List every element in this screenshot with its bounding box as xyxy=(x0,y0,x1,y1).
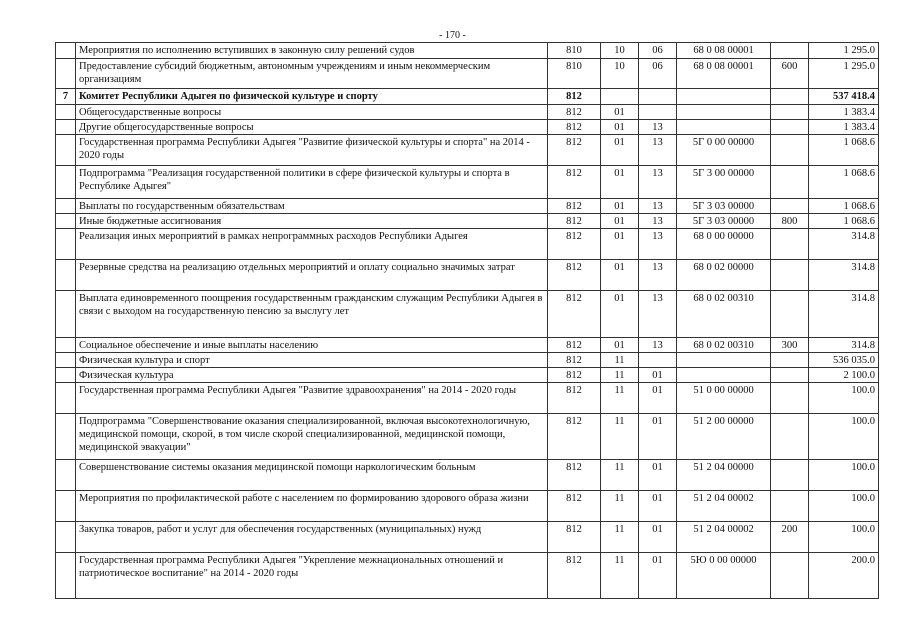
item-name-cell: Реализация иных мероприятий в рамках непрограммных расходов Республики Адыгея xyxy=(76,229,548,260)
pr-code-cell: 13 xyxy=(639,229,677,260)
pr-code-cell xyxy=(639,353,677,368)
vr-code-cell xyxy=(771,43,809,59)
row-number-cell xyxy=(56,199,76,214)
amount-cell: 200.0 xyxy=(809,553,879,599)
pr-code-cell: 01 xyxy=(639,491,677,522)
item-name-cell: Совершенствование системы оказания медицинской помощи наркологическим больным xyxy=(76,460,548,491)
row-number-cell xyxy=(56,368,76,383)
gr-code-cell: 812 xyxy=(548,522,601,553)
vr-code-cell xyxy=(771,460,809,491)
item-name-cell: Закупка товаров, работ и услуг для обеспечения государственных (муниципальных) нужд xyxy=(76,522,548,553)
item-name-cell: Мероприятия по профилактической работе с населением по формированию здорового образа жизни xyxy=(76,491,548,522)
csr-code-cell: 5Г 3 03 00000 xyxy=(677,214,771,229)
row-number-cell xyxy=(56,522,76,553)
gr-code-cell: 812 xyxy=(548,135,601,166)
row-number-cell xyxy=(56,135,76,166)
csr-code-cell xyxy=(677,105,771,120)
rz-code-cell: 01 xyxy=(601,135,639,166)
vr-code-cell xyxy=(771,105,809,120)
row-number-cell xyxy=(56,383,76,414)
pr-code-cell: 13 xyxy=(639,199,677,214)
row-number-cell xyxy=(56,338,76,353)
pr-code-cell: 13 xyxy=(639,260,677,291)
rz-code-cell: 11 xyxy=(601,414,639,460)
item-name-cell: Государственная программа Республики Адыгея "Развитие физической культуры и спорта" на 2014 - 2020 годы xyxy=(76,135,548,166)
row-number-cell: 7 xyxy=(56,89,76,105)
table-row xyxy=(56,59,879,89)
item-name-cell: Комитет Республики Адыгея по физической культуре и спорту xyxy=(76,89,548,105)
item-name-cell: Государственная программа Республики Адыгея "Укрепление межнациональных отношений и патриотическое воспитание" на 2014 - 2020 годы xyxy=(76,553,548,599)
table-row xyxy=(56,553,879,599)
item-name-cell: Выплаты по государственным обязательствам xyxy=(76,199,548,214)
vr-code-cell xyxy=(771,291,809,338)
row-number-cell xyxy=(56,491,76,522)
gr-code-cell: 812 xyxy=(548,229,601,260)
csr-code-cell: 51 0 00 00000 xyxy=(677,383,771,414)
gr-code-cell: 812 xyxy=(548,105,601,120)
amount-cell: 2 100.0 xyxy=(809,368,879,383)
vr-code-cell: 200 xyxy=(771,522,809,553)
amount-cell: 1 068.6 xyxy=(809,214,879,229)
csr-code-cell: 51 2 00 00000 xyxy=(677,414,771,460)
rz-code-cell: 10 xyxy=(601,59,639,89)
rz-code-cell: 10 xyxy=(601,43,639,59)
vr-code-cell xyxy=(771,199,809,214)
vr-code-cell xyxy=(771,414,809,460)
budget-table xyxy=(55,42,879,599)
pr-code-cell: 13 xyxy=(639,135,677,166)
row-number-cell xyxy=(56,260,76,291)
csr-code-cell: 68 0 08 00001 xyxy=(677,59,771,89)
table-row xyxy=(56,105,879,120)
rz-code-cell: 01 xyxy=(601,229,639,260)
vr-code-cell: 600 xyxy=(771,59,809,89)
item-name-cell: Физическая культура xyxy=(76,368,548,383)
item-name-cell: Подпрограмма "Совершенствование оказания специализированной, включая высокотехнологичную, медицинской помощи, скорой, в том числе скорой специализированной, медицинской помощи, медицинской эвакуации" xyxy=(76,414,548,460)
amount-cell: 537 418.4 xyxy=(809,89,879,105)
vr-code-cell xyxy=(771,260,809,291)
table-row xyxy=(56,353,879,368)
amount-cell: 314.8 xyxy=(809,291,879,338)
amount-cell: 1 383.4 xyxy=(809,120,879,135)
amount-cell: 1 068.6 xyxy=(809,199,879,214)
row-number-cell xyxy=(56,105,76,120)
csr-code-cell: 5Г 0 00 00000 xyxy=(677,135,771,166)
rz-code-cell: 11 xyxy=(601,460,639,491)
amount-cell: 314.8 xyxy=(809,260,879,291)
pr-code-cell: 06 xyxy=(639,43,677,59)
table-row xyxy=(56,43,879,59)
csr-code-cell: 68 0 02 00310 xyxy=(677,291,771,338)
rz-code-cell: 01 xyxy=(601,105,639,120)
csr-code-cell: 5Г 3 03 00000 xyxy=(677,199,771,214)
table-row xyxy=(56,414,879,460)
pr-code-cell: 01 xyxy=(639,522,677,553)
table-row xyxy=(56,229,879,260)
pr-code-cell: 13 xyxy=(639,214,677,229)
csr-code-cell: 51 2 04 00002 xyxy=(677,522,771,553)
table-row xyxy=(56,491,879,522)
table-row xyxy=(56,214,879,229)
row-number-cell xyxy=(56,229,76,260)
table-row xyxy=(56,291,879,338)
rz-code-cell: 01 xyxy=(601,166,639,199)
rz-code-cell: 01 xyxy=(601,120,639,135)
table-row xyxy=(56,120,879,135)
amount-cell: 100.0 xyxy=(809,414,879,460)
csr-code-cell xyxy=(677,120,771,135)
rz-code-cell: 01 xyxy=(601,291,639,338)
table-row xyxy=(56,338,879,353)
row-number-cell xyxy=(56,166,76,199)
vr-code-cell xyxy=(771,229,809,260)
pr-code-cell: 01 xyxy=(639,460,677,491)
item-name-cell: Подпрограмма "Реализация государственной политики в сфере физической культуры и спорта в Республике Адыгея" xyxy=(76,166,548,199)
item-name-cell: Социальное обеспечение и иные выплаты населению xyxy=(76,338,548,353)
gr-code-cell: 812 xyxy=(548,214,601,229)
item-name-cell: Выплата единовременного поощрения государственным гражданским служащим Республики Адыгея в связи с выходом на государственную пенсию за выслугу лет xyxy=(76,291,548,338)
gr-code-cell: 812 xyxy=(548,89,601,105)
gr-code-cell: 812 xyxy=(548,553,601,599)
row-number-cell xyxy=(56,43,76,59)
table-row xyxy=(56,368,879,383)
row-number-cell xyxy=(56,460,76,491)
gr-code-cell: 812 xyxy=(548,260,601,291)
pr-code-cell: 13 xyxy=(639,291,677,338)
pr-code-cell: 01 xyxy=(639,368,677,383)
vr-code-cell xyxy=(771,383,809,414)
rz-code-cell: 11 xyxy=(601,353,639,368)
vr-code-cell: 300 xyxy=(771,338,809,353)
csr-code-cell: 51 2 04 00002 xyxy=(677,491,771,522)
item-name-cell: Иные бюджетные ассигнования xyxy=(76,214,548,229)
pr-code-cell: 01 xyxy=(639,414,677,460)
amount-cell: 100.0 xyxy=(809,491,879,522)
pr-code-cell: 13 xyxy=(639,120,677,135)
row-number-cell xyxy=(56,353,76,368)
pr-code-cell: 01 xyxy=(639,383,677,414)
gr-code-cell: 812 xyxy=(548,414,601,460)
rz-code-cell: 01 xyxy=(601,338,639,353)
row-number-cell xyxy=(56,553,76,599)
rz-code-cell: 01 xyxy=(601,199,639,214)
vr-code-cell xyxy=(771,368,809,383)
amount-cell: 1 295.0 xyxy=(809,59,879,89)
row-number-cell xyxy=(56,59,76,89)
pr-code-cell: 13 xyxy=(639,166,677,199)
amount-cell: 314.8 xyxy=(809,338,879,353)
csr-code-cell: 51 2 04 00000 xyxy=(677,460,771,491)
gr-code-cell: 810 xyxy=(548,43,601,59)
table-row xyxy=(56,89,879,105)
rz-code-cell: 11 xyxy=(601,383,639,414)
gr-code-cell: 810 xyxy=(548,59,601,89)
item-name-cell: Общегосударственные вопросы xyxy=(76,105,548,120)
pr-code-cell: 06 xyxy=(639,59,677,89)
item-name-cell: Резервные средства на реализацию отдельных мероприятий и оплату социально значимых затрат xyxy=(76,260,548,291)
amount-cell: 1 295.0 xyxy=(809,43,879,59)
rz-code-cell: 01 xyxy=(601,260,639,291)
gr-code-cell: 812 xyxy=(548,368,601,383)
item-name-cell: Физическая культура и спорт xyxy=(76,353,548,368)
vr-code-cell xyxy=(771,120,809,135)
row-number-cell xyxy=(56,214,76,229)
item-name-cell: Государственная программа Республики Адыгея "Развитие здравоохранения" на 2014 - 2020 годы xyxy=(76,383,548,414)
rz-code-cell: 11 xyxy=(601,491,639,522)
amount-cell: 100.0 xyxy=(809,522,879,553)
table-row xyxy=(56,383,879,414)
table-row xyxy=(56,166,879,199)
rz-code-cell: 11 xyxy=(601,553,639,599)
csr-code-cell: 68 0 02 00000 xyxy=(677,260,771,291)
pr-code-cell: 13 xyxy=(639,338,677,353)
vr-code-cell xyxy=(771,553,809,599)
csr-code-cell: 5Г 3 00 00000 xyxy=(677,166,771,199)
pr-code-cell: 01 xyxy=(639,553,677,599)
vr-code-cell: 800 xyxy=(771,214,809,229)
gr-code-cell: 812 xyxy=(548,166,601,199)
item-name-cell: Другие общегосударственные вопросы xyxy=(76,120,548,135)
gr-code-cell: 812 xyxy=(548,491,601,522)
table-row xyxy=(56,199,879,214)
csr-code-cell: 5Ю 0 00 00000 xyxy=(677,553,771,599)
item-name-cell: Мероприятия по исполнению вступивших в законную силу решений судов xyxy=(76,43,548,59)
csr-code-cell: 68 0 00 00000 xyxy=(677,229,771,260)
vr-code-cell xyxy=(771,166,809,199)
table-row xyxy=(56,135,879,166)
gr-code-cell: 812 xyxy=(548,199,601,214)
item-name-cell: Предоставление субсидий бюджетным, автономным учреждениям и иным некоммерческим организациям xyxy=(76,59,548,89)
table-row xyxy=(56,260,879,291)
amount-cell: 100.0 xyxy=(809,383,879,414)
csr-code-cell: 68 0 08 00001 xyxy=(677,43,771,59)
gr-code-cell: 812 xyxy=(548,460,601,491)
pr-code-cell xyxy=(639,89,677,105)
vr-code-cell xyxy=(771,89,809,105)
row-number-cell xyxy=(56,291,76,338)
row-number-cell xyxy=(56,120,76,135)
amount-cell: 1 383.4 xyxy=(809,105,879,120)
table-row xyxy=(56,460,879,491)
rz-code-cell: 11 xyxy=(601,368,639,383)
vr-code-cell xyxy=(771,491,809,522)
amount-cell: 536 035.0 xyxy=(809,353,879,368)
csr-code-cell: 68 0 02 00310 xyxy=(677,338,771,353)
gr-code-cell: 812 xyxy=(548,120,601,135)
gr-code-cell: 812 xyxy=(548,338,601,353)
amount-cell: 100.0 xyxy=(809,460,879,491)
gr-code-cell: 812 xyxy=(548,353,601,368)
csr-code-cell xyxy=(677,353,771,368)
row-number-cell xyxy=(56,414,76,460)
vr-code-cell xyxy=(771,135,809,166)
rz-code-cell: 01 xyxy=(601,214,639,229)
gr-code-cell: 812 xyxy=(548,291,601,338)
page-number: - 170 - xyxy=(439,30,466,41)
vr-code-cell xyxy=(771,353,809,368)
amount-cell: 314.8 xyxy=(809,229,879,260)
csr-code-cell xyxy=(677,368,771,383)
table-row xyxy=(56,522,879,553)
amount-cell: 1 068.6 xyxy=(809,135,879,166)
rz-code-cell: 11 xyxy=(601,522,639,553)
gr-code-cell: 812 xyxy=(548,383,601,414)
amount-cell: 1 068.6 xyxy=(809,166,879,199)
rz-code-cell xyxy=(601,89,639,105)
pr-code-cell xyxy=(639,105,677,120)
csr-code-cell xyxy=(677,89,771,105)
